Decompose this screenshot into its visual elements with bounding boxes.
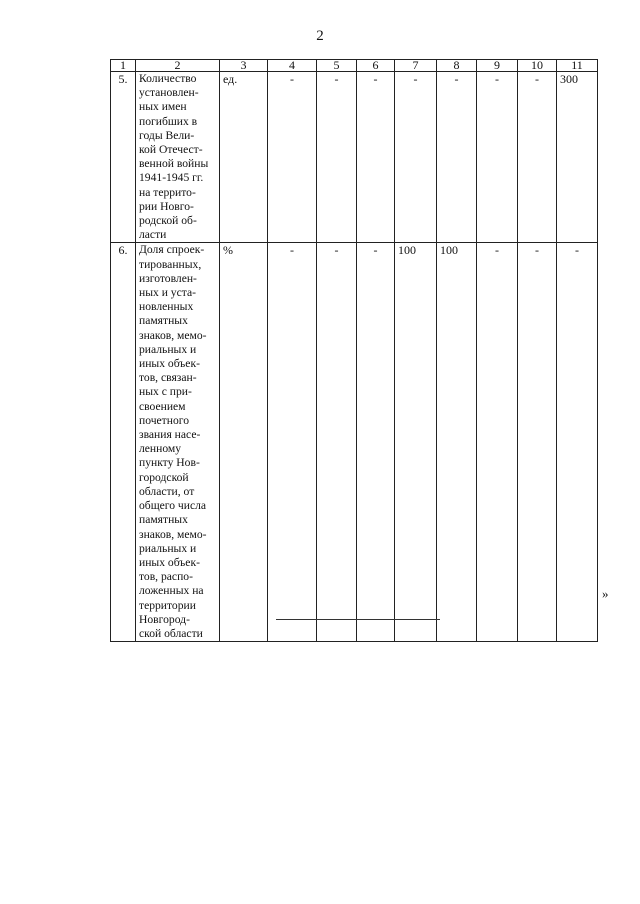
description-line: иных объек- [139, 357, 200, 371]
value-cell: 100 [395, 243, 437, 642]
description-line: родской об- [139, 214, 197, 228]
indicator-description [136, 72, 220, 243]
description-line: кой Отечест- [139, 143, 203, 157]
description-line: изготовлен- [139, 271, 197, 285]
description-line: территории [139, 598, 196, 612]
column-number-row [111, 60, 598, 72]
description-line: городской [139, 470, 189, 484]
description-line: знаков, мемо- [139, 527, 207, 541]
unit-cell: % [220, 243, 268, 642]
value-cell: - [317, 243, 357, 642]
description-line: пункту Нов- [139, 456, 200, 470]
column-number: 4 [268, 60, 317, 72]
value-cell: - [477, 72, 518, 243]
value-cell: - [477, 243, 518, 642]
description-line: ных с при- [139, 385, 192, 399]
row-number: 6. [111, 243, 136, 642]
description-line: ных и уста- [139, 286, 196, 300]
unit-cell: ед. [220, 72, 268, 243]
value-cell: 100 [437, 243, 477, 642]
description-line: на террито- [139, 185, 196, 199]
description-line: Новгород- [139, 612, 190, 626]
description-line: риальных и [139, 541, 197, 555]
value-cell: - [268, 72, 317, 243]
column-number: 8 [437, 60, 477, 72]
description-line: ленному [139, 442, 182, 456]
closing-quote: » [602, 586, 609, 601]
description-line: общего числа [139, 499, 207, 513]
column-number: 2 [136, 60, 220, 72]
value-cell: - [357, 72, 395, 243]
value-cell: - [395, 72, 437, 243]
description-line: новленных [139, 300, 194, 314]
description-line: области, от [139, 484, 195, 498]
column-number: 10 [518, 60, 557, 72]
value-cell: 300 [557, 72, 598, 243]
description-line: Количество [139, 72, 197, 85]
table-row [111, 243, 598, 642]
description-line: тов, связан- [139, 371, 197, 385]
description-line: годы Вели- [139, 128, 195, 142]
description-line: 1941-1945 гг. [139, 171, 204, 185]
value-cell: - [317, 72, 357, 243]
description-line: памятных [139, 513, 188, 527]
description-line: ных имен [139, 100, 187, 114]
value-cell: - [357, 243, 395, 642]
value-cell: - [518, 72, 557, 243]
value-cell: - [518, 243, 557, 642]
description-line: тированных, [139, 257, 202, 271]
description-line: установлен- [139, 86, 199, 100]
row-number: 5. [111, 72, 136, 243]
description-line: своением [139, 399, 186, 413]
description-line: знаков, мемо- [139, 328, 207, 342]
column-number: 11 [557, 60, 598, 72]
column-number: 5 [317, 60, 357, 72]
value-cell: - [557, 243, 598, 642]
value-cell: - [437, 72, 477, 243]
description-line: рии Новго- [139, 199, 194, 213]
indicator-table [110, 59, 598, 642]
description-line: памятных [139, 314, 188, 328]
description-line: риальных и [139, 342, 197, 356]
column-number: 3 [220, 60, 268, 72]
column-number: 7 [395, 60, 437, 72]
description-line: Доля спроек- [139, 243, 205, 257]
description-line: погибших в [139, 114, 198, 128]
column-number: 1 [111, 60, 136, 72]
description-line: ложенных на [139, 584, 204, 598]
description-line: ской области [139, 626, 203, 640]
column-number: 9 [477, 60, 518, 72]
description-line: звания насе- [139, 428, 201, 442]
column-number: 6 [357, 60, 395, 72]
page-number: 2 [316, 28, 324, 44]
value-cell: - [268, 243, 317, 642]
table-row [111, 72, 598, 243]
separator-line [276, 619, 440, 620]
description-line: ласти [139, 228, 167, 242]
description-line: иных объек- [139, 555, 200, 569]
description-line: почетного [139, 413, 190, 427]
description-line: венной войны [139, 157, 209, 171]
indicator-description [136, 243, 220, 642]
description-line: тов, распо- [139, 570, 193, 584]
